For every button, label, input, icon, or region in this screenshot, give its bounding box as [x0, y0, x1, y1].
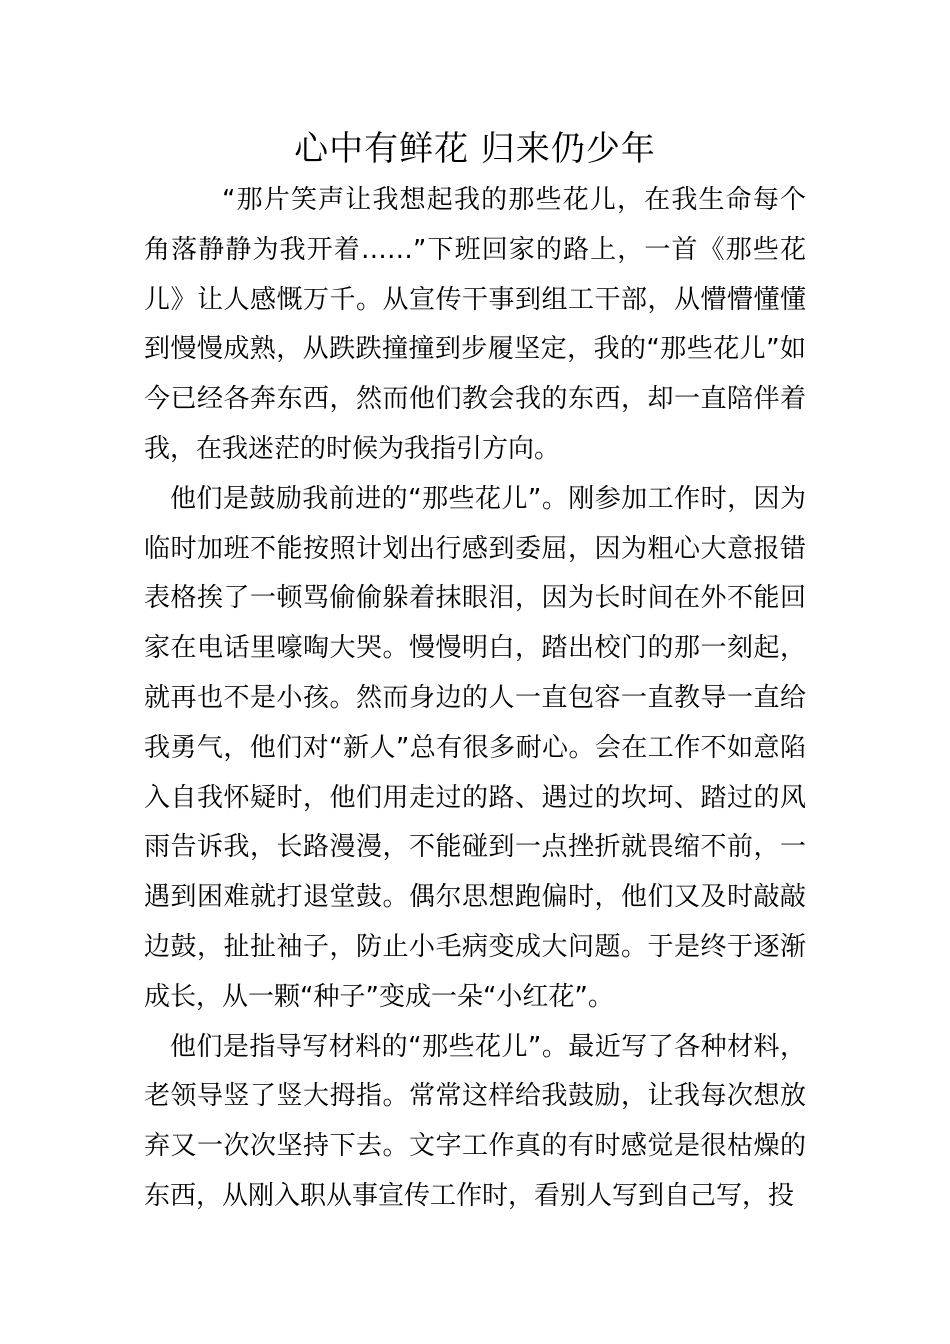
paragraph-intro: “那片笑声让我想起我的那些花儿，在我生命每个角落静静为我开着……”下班回家的路上，一首《那些花儿》让人感慨万千。从宣传干事到组工干部，从懵懵懂懂到慢慢成熟，从跌跌撞撞到步履坚定，我的“那些花儿”如今已经各奔东西，然而他们教会我的东西，却一直陪伴着我，在我迷茫的时候为我指引方向。 — [144, 185, 806, 464]
paragraph-encouragement: 他们是鼓励我前进的“那些花儿”。刚参加工作时，因为临时加班不能按照计划出行感到委屈，因为粗心大意报错表格挨了一顿骂偷偷躲着抹眼泪，因为长时间在外不能回家在电话里嚎啕大哭。慢慢明白，踏出校门的那一刻起，就再也不是小孩。然而身边的人一直包容一直教导一直给我勇气，他们对“新人”总有很多耐心。会在工作不如意陷入自我怀疑时，他们用走过的路、遇过的坎坷、踏过的风雨告诉我，长路漫漫，不能碰到一点挫折就畏缩不前，一遇到困难就打退堂鼓。偶尔思想跑偏时，他们又及时敲敲边鼓，扯扯袖子，防止小毛病变成大问题。于是终于逐渐成长，从一颗“种子”变成一朵“小红花”。 — [144, 483, 806, 1012]
document-title: 心中有鲜花 归来仍少年 — [294, 129, 656, 169]
document-body — [144, 176, 806, 1222]
paragraph-writing-guidance: 他们是指导写材料的“那些花儿”。最近写了各种材料，老领导竖了竖大拇指。常常这样给我鼓励，让我每次想放弃又一次次坚持下去。文字工作真的有时感觉是很枯燥的东西，从刚入职从事宣传工作时，看别人写到自己写，投 — [144, 1031, 806, 1211]
